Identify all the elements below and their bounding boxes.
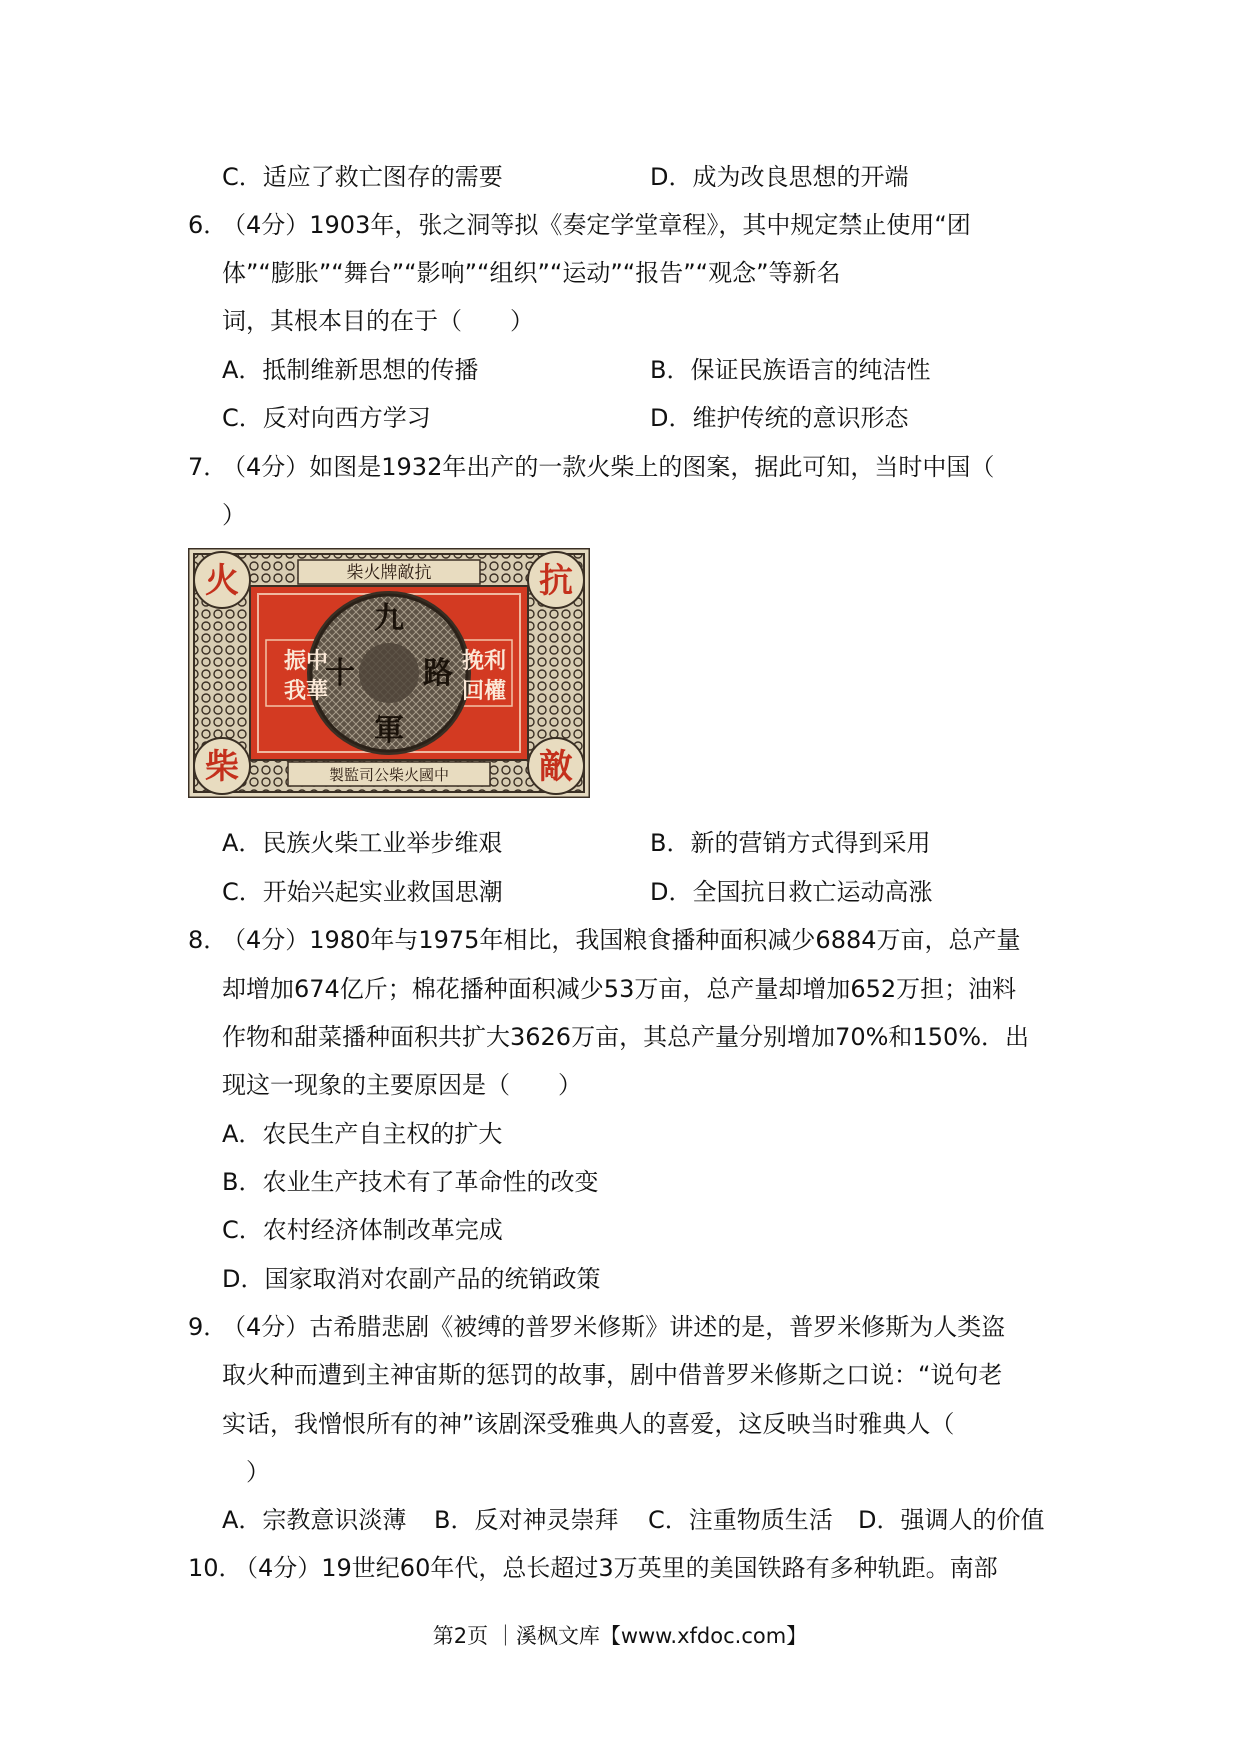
q6-option-c: C．反对向西方学习 (222, 404, 431, 432)
q9-line-4: ） (246, 1458, 270, 1486)
q8-number: 8． (188, 926, 228, 954)
q7-number: 7． (188, 453, 228, 481)
q6-number: 6． (188, 211, 228, 239)
image-corner-bottom-right: 敵 (539, 747, 573, 787)
image-bottom-banner-text: 製監司公柴火國中 (328, 766, 450, 784)
image-right-col-1: 挽利 (461, 648, 507, 674)
image-corner-bottom-left: 柴 (205, 747, 239, 787)
image-center-bottom-char: 軍 (374, 713, 404, 748)
q5-option-d: D．成为改良思想的开端 (650, 163, 909, 191)
q6-option-a: A．抵制维新思想的传播 (222, 356, 479, 384)
q7-option-c: C．开始兴起实业救国思潮 (222, 878, 503, 906)
q6-option-b: B．保证民族语言的纯洁性 (650, 356, 931, 384)
q6-line-2: 体”“膨胀”“舞台”“影响”“组织”“运动”“报告”“观念”等新名 (222, 259, 841, 287)
q6-line-3: 词，其根本目的在于（ ） (222, 307, 534, 335)
q7-option-b: B．新的营销方式得到采用 (650, 829, 931, 857)
q7-line-1: （4分）如图是1932年出产的一款火柴上的图案，据此可知，当时中国（ (222, 453, 995, 481)
image-left-col-1: 振中 (283, 648, 329, 674)
q9-option-c: C．注重物质生活 (648, 1506, 833, 1534)
q9-line-3: 实话，我憎恨所有的神”该剧深受雅典人的喜爱，这反映当时雅典人（ (222, 1410, 955, 1438)
q8-line-1: （4分）1980年与1975年相比，我国粮食播种面积减少6884万亩，总产量 (222, 926, 1021, 954)
q9-line-1: （4分）古希腊悲剧《被缚的普罗米修斯》讲述的是，普罗米修斯为人类盗 (222, 1313, 1006, 1341)
q8-line-2: 却增加674亿斤；棉花播种面积减少53万亩，总产量却增加652万担；油料 (222, 975, 1017, 1003)
q9-option-a: A．宗教意识淡薄 (222, 1506, 407, 1534)
matchbox-label-image (188, 548, 590, 798)
q8-option-d: D．国家取消对农副产品的统销政策 (222, 1265, 601, 1293)
q6-line-1: （4分）1903年，张之洞等拟《奏定学堂章程》，其中规定禁止使用“团 (222, 211, 971, 239)
image-right-col-2: 回權 (461, 678, 507, 704)
image-center-top-char: 九 (374, 601, 404, 636)
image-center-right-char: 路 (423, 656, 453, 691)
q9-number: 9． (188, 1313, 228, 1341)
q8-option-c: C．农村经济体制改革完成 (222, 1216, 503, 1244)
q9-option-b: B．反对神灵崇拜 (434, 1506, 619, 1534)
page-footer: 第2页 ｜溪枫文库【www.xfdoc.com】 (432, 1624, 808, 1648)
q7-line-2: ） (222, 501, 246, 529)
q10-line-1: （4分）19世纪60年代，总长超过3万英里的美国铁路有多种轨距。南部 (234, 1554, 998, 1582)
image-corner-top-left: 火 (205, 561, 239, 601)
q8-line-4: 现这一现象的主要原因是（ ） (222, 1071, 582, 1099)
q6-option-d: D．维护传统的意识形态 (650, 404, 909, 432)
image-top-banner-text: 柴火牌敵抗 (346, 563, 432, 583)
q8-option-b: B．农业生产技术有了革命性的改变 (222, 1168, 599, 1196)
q7-option-a: A．民族火柴工业举步维艰 (222, 829, 503, 857)
q8-option-a: A．农民生产自主权的扩大 (222, 1120, 503, 1148)
image-center-left-char: 十 (325, 656, 355, 691)
image-left-col-2: 我華 (283, 678, 329, 704)
q9-option-d: D．强调人的价值 (858, 1506, 1045, 1534)
image-corner-top-right: 抗 (539, 561, 573, 601)
q7-option-d: D．全国抗日救亡运动高涨 (650, 878, 933, 906)
q5-option-c: C．适应了救亡图存的需要 (222, 163, 503, 191)
q8-line-3: 作物和甜菜播种面积共扩大3626万亩，其总产量分别增加70%和150%．出 (222, 1023, 1030, 1051)
q10-number: 10． (188, 1554, 243, 1582)
q9-line-2: 取火种而遭到主神宙斯的惩罚的故事，剧中借普罗米修斯之口说：“说句老 (222, 1361, 1003, 1389)
